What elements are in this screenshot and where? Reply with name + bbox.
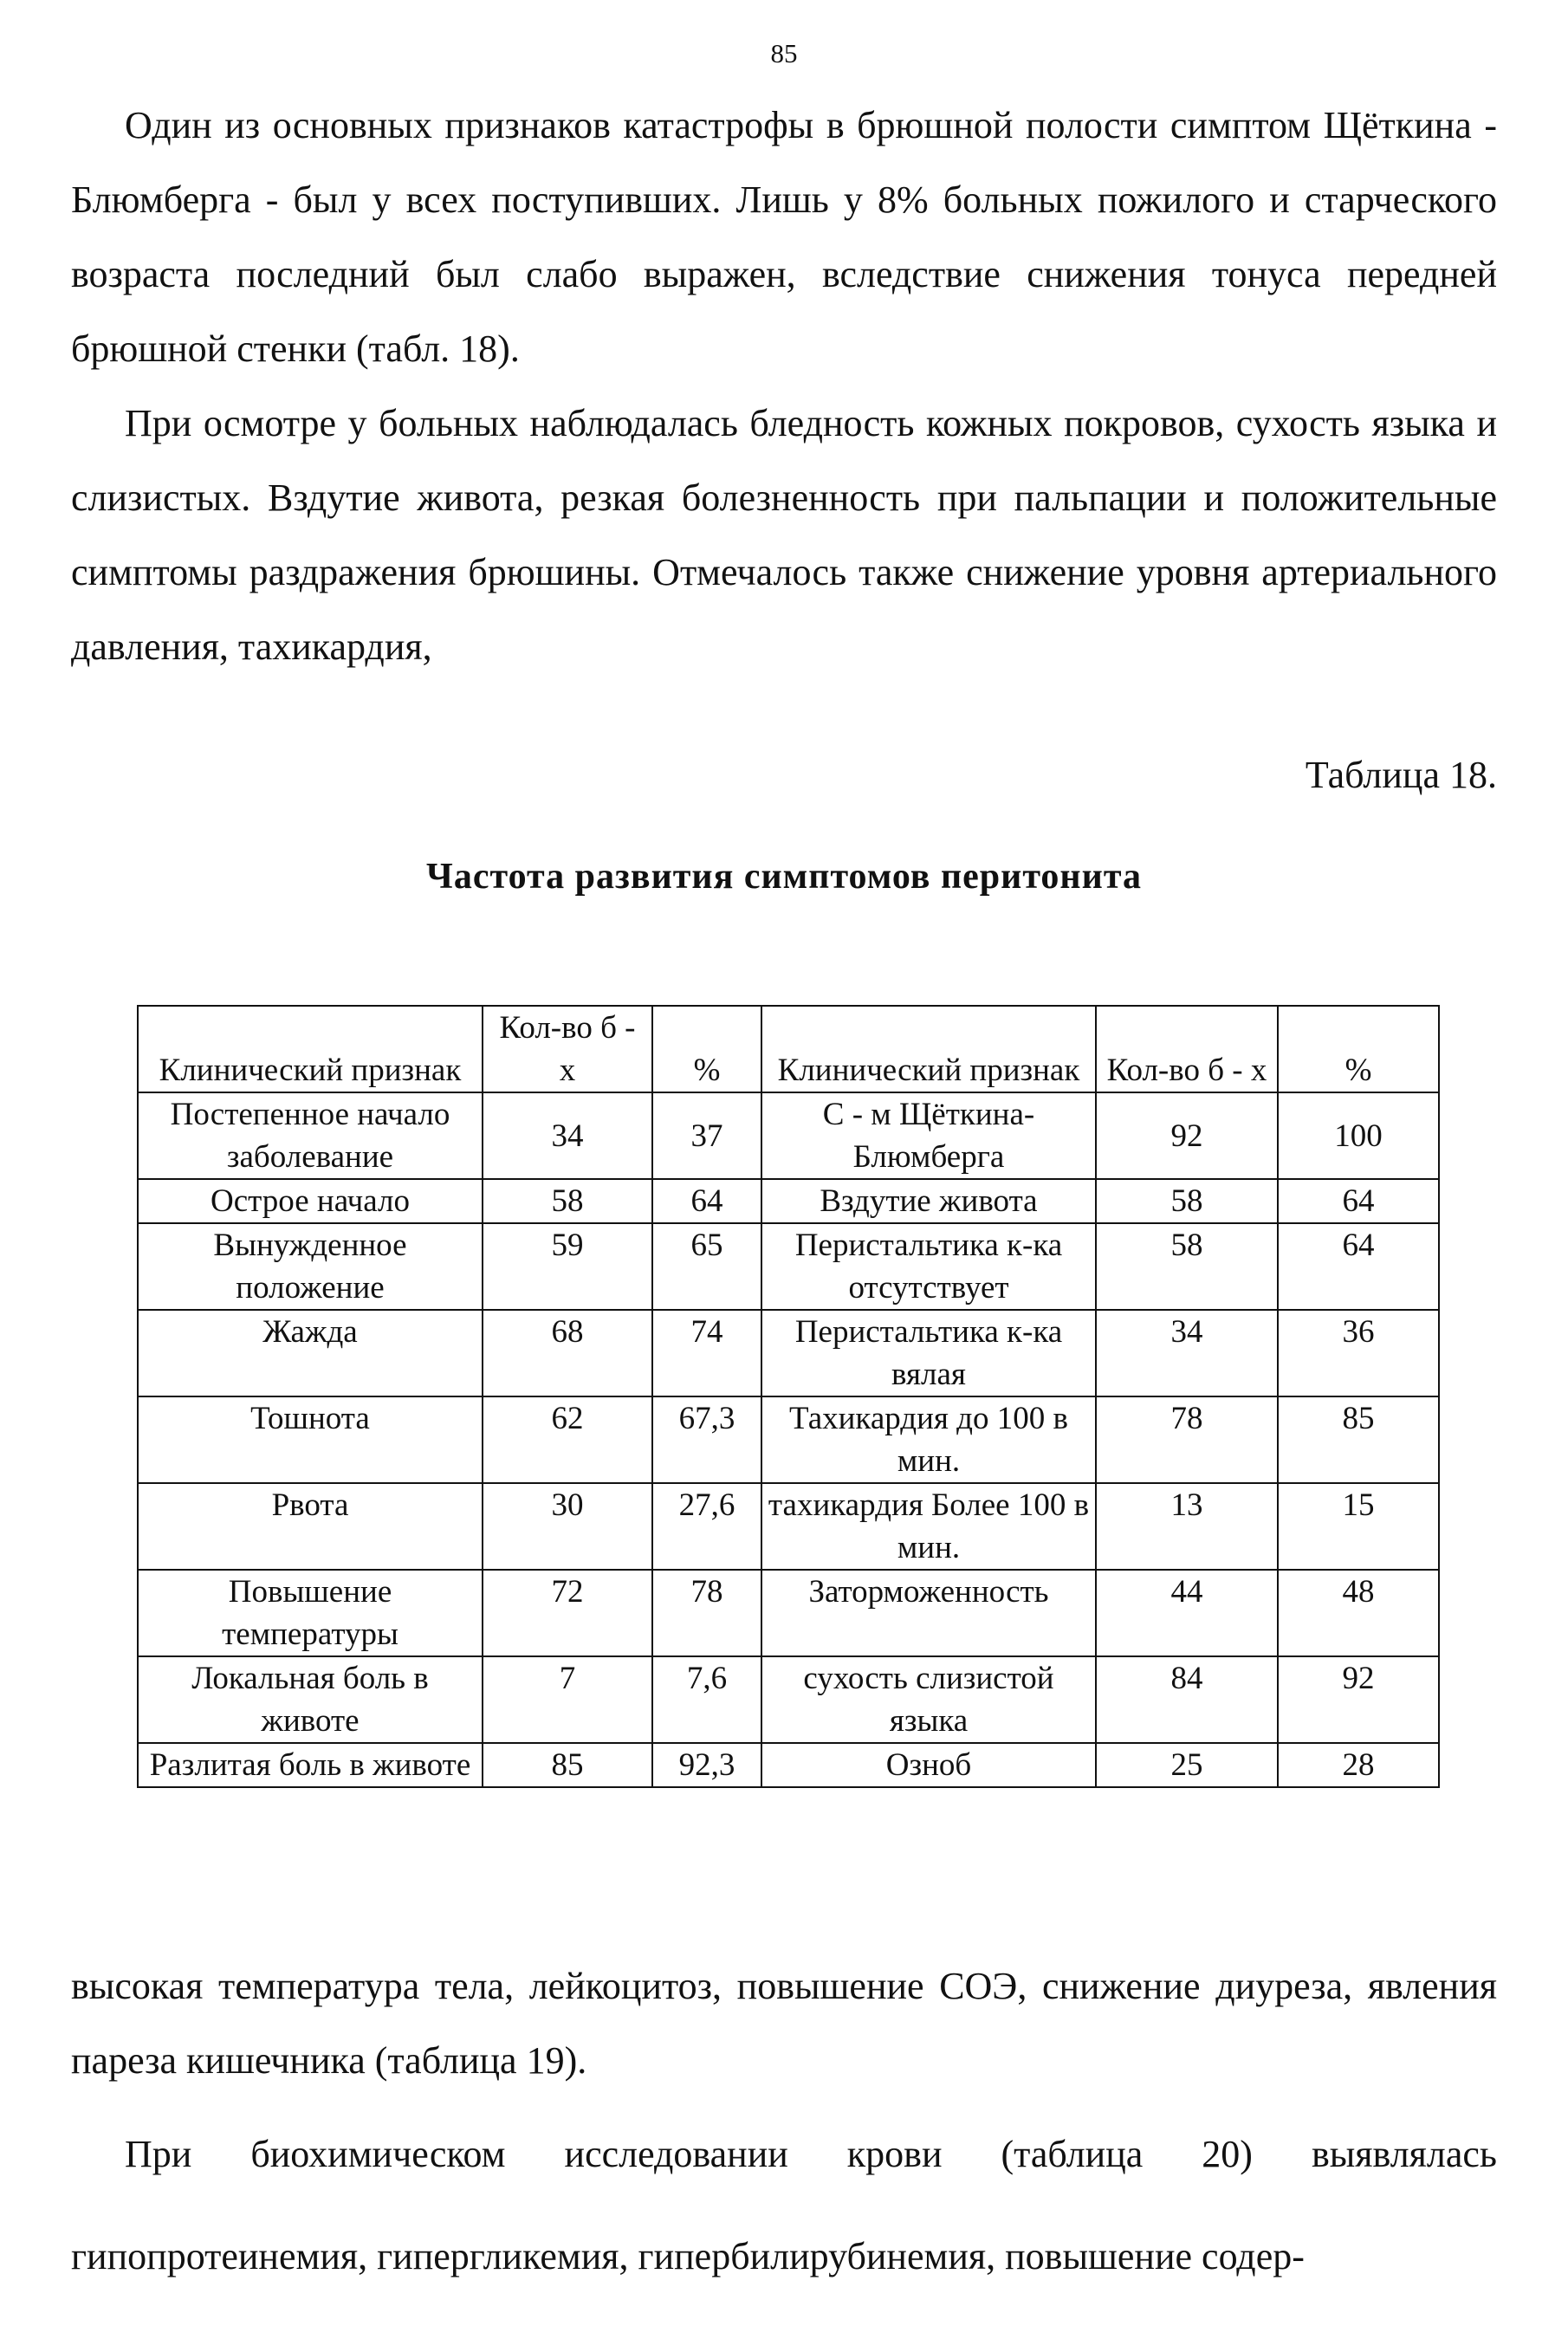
body-text-bottom-2: [71, 2103, 1497, 2308]
table-cell: 13: [1096, 1483, 1278, 1570]
paragraph: При биохимическом исследовании крови (таблица 20) выявлялась гипопротеинемия, гипергликемия, гипербилирубинемия, повышение содер-: [71, 2133, 1497, 2277]
table-cell: Тахикардия до 100 в мин.: [761, 1396, 1096, 1483]
table-cell: 68: [483, 1310, 652, 1396]
table-cell: сухость слизистой языка: [761, 1656, 1096, 1743]
table-row: [138, 1396, 1439, 1483]
table-row: [138, 1483, 1439, 1570]
table-cell: 58: [483, 1179, 652, 1223]
table-title: Частота развития симптомов перитонита: [426, 857, 1142, 897]
table-cell: 100: [1278, 1092, 1439, 1179]
table-cell: 7: [483, 1656, 652, 1743]
table-cell: 92: [1278, 1656, 1439, 1743]
table-row: [138, 1656, 1439, 1743]
table-cell: Повышение температуры: [138, 1570, 483, 1656]
symptoms-table: [137, 1005, 1438, 1788]
header-cell: %: [1278, 1006, 1439, 1092]
table-cell: 48: [1278, 1570, 1439, 1656]
table-cell: 65: [652, 1223, 761, 1310]
table-cell: 58: [1096, 1223, 1278, 1310]
table-row: [138, 1310, 1439, 1396]
table-cell: С - м Щёткина-Блюмберга: [761, 1092, 1096, 1179]
header-cell: Клинический признак: [761, 1006, 1096, 1092]
table-cell: 34: [1096, 1310, 1278, 1396]
table-cell: 92: [1096, 1092, 1278, 1179]
paragraph: При осмотре у больных наблюдалась бледность кожных покровов, сухость языка и слизистых. Вздутие живота, резкая болезненность при пальпации и положительные симптомы раздражения брюшины. Отмечалось также снижение уровня артериального давления, тахикардия,: [71, 402, 1497, 668]
table-cell: 34: [483, 1092, 652, 1179]
table-cell: 85: [483, 1743, 652, 1787]
table-cell: 15: [1278, 1483, 1439, 1570]
table-cell: 28: [1278, 1743, 1439, 1787]
table-cell: 92,3: [652, 1743, 761, 1787]
table-cell: 74: [652, 1310, 761, 1396]
table-row: [138, 1092, 1439, 1179]
table-cell: 59: [483, 1223, 652, 1310]
header-cell: Кол-во б - х: [483, 1006, 652, 1092]
table-cell: 62: [483, 1396, 652, 1483]
table-cell: Вынужденное положение: [138, 1223, 483, 1310]
table-header-row: [138, 1006, 1439, 1092]
table-cell: Перистальтика к-ка вялая: [761, 1310, 1096, 1396]
table-cell: 58: [1096, 1179, 1278, 1223]
table-cell: Озноб: [761, 1743, 1096, 1787]
table-cell: 64: [652, 1179, 761, 1223]
table-cell: Постепенное начало заболевание: [138, 1092, 483, 1179]
table-cell: 36: [1278, 1310, 1439, 1396]
table-cell: 72: [483, 1570, 652, 1656]
table-cell: 64: [1278, 1179, 1439, 1223]
header-cell: Клинический признак: [138, 1006, 483, 1092]
table-cell: Жажда: [138, 1310, 483, 1396]
table-cell: Локальная боль в животе: [138, 1656, 483, 1743]
table-cell: 44: [1096, 1570, 1278, 1656]
header-cell: %: [652, 1006, 761, 1092]
table-cell: 30: [483, 1483, 652, 1570]
table-cell: 25: [1096, 1743, 1278, 1787]
paragraph: Один из основных признаков катастрофы в брюшной полости симптом Щёткина - Блюмберга - был у всех поступивших. Лишь у 8% больных пожилого и старческого возраста последний был слабо выражен, вследствие снижения тонуса передней брюшной стенки (табл. 18).: [71, 104, 1497, 370]
table-caption: Таблица 18.: [1305, 754, 1497, 796]
table-cell: Перистальтика к-ка отсутствует: [761, 1223, 1096, 1310]
table-cell: тахикардия Более 100 в мин.: [761, 1483, 1096, 1570]
table-row: [138, 1179, 1439, 1223]
table-cell: 85: [1278, 1396, 1439, 1483]
header-cell: Кол-во б - х: [1096, 1006, 1278, 1092]
paragraph: высокая температура тела, лейкоцитоз, повышение СОЭ, снижение диуреза, явления пареза кишечника (таблица 19).: [71, 1965, 1497, 2082]
page-number: 85: [770, 38, 798, 68]
table-cell: Разлитая боль в животе: [138, 1743, 483, 1787]
table-cell: 27,6: [652, 1483, 761, 1570]
table-row: [138, 1743, 1439, 1787]
table-row: [138, 1570, 1439, 1656]
body-text-top: [71, 88, 1497, 684]
table-row: [138, 1223, 1439, 1310]
table-cell: Вздутие живота: [761, 1179, 1096, 1223]
table-cell: 78: [1096, 1396, 1278, 1483]
table-cell: Рвота: [138, 1483, 483, 1570]
table-cell: 67,3: [652, 1396, 761, 1483]
table-cell: Тошнота: [138, 1396, 483, 1483]
table-cell: 64: [1278, 1223, 1439, 1310]
body-text-bottom: [71, 1949, 1497, 2098]
table-cell: Острое начало: [138, 1179, 483, 1223]
table-cell: 78: [652, 1570, 761, 1656]
table-cell: 84: [1096, 1656, 1278, 1743]
table-cell: 7,6: [652, 1656, 761, 1743]
table-cell: Заторможенность: [761, 1570, 1096, 1656]
table-cell: 37: [652, 1092, 761, 1179]
